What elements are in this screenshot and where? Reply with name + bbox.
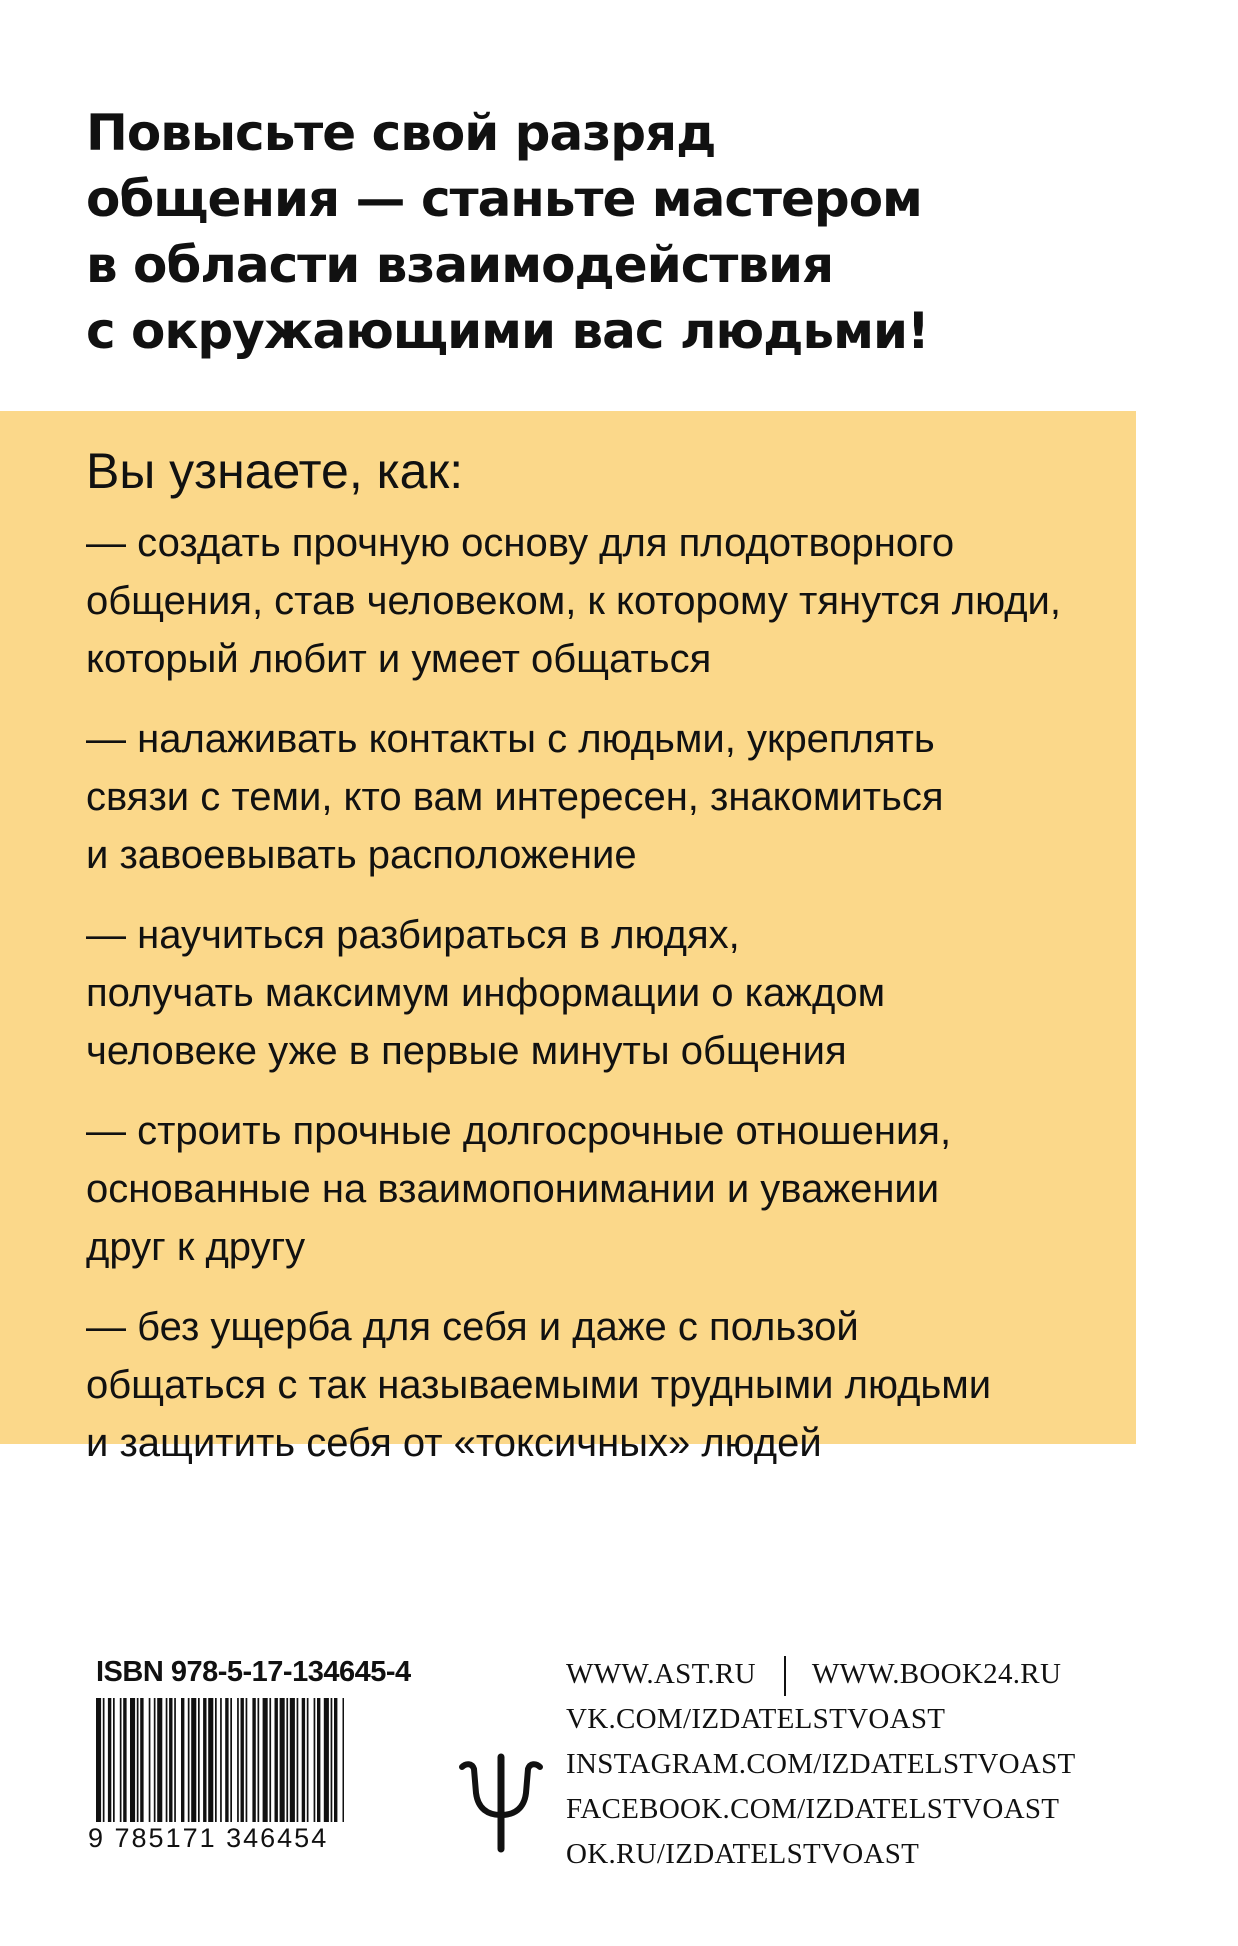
benefit-line: — научиться разбираться в людях, — [86, 913, 740, 957]
benefit-line: который любит и умеет общаться — [86, 637, 712, 681]
benefit-item — [86, 514, 1126, 688]
headline-line: с окружающими вас людьми! — [86, 302, 929, 360]
benefit-line: получать максимум информации о каждом — [86, 971, 886, 1015]
headline-line: общения — станьте мастером — [86, 170, 922, 228]
benefit-list — [86, 514, 1126, 1494]
benefit-item — [86, 1298, 1126, 1472]
benefit-line: основанные на взаимопонимании и уважении — [86, 1167, 940, 1211]
headline-line: в области взаимодействия — [86, 236, 834, 294]
benefit-line: человеке уже в первые минуты общения — [86, 1029, 847, 1073]
links-row-sites — [566, 1652, 1076, 1697]
benefit-line: и защитить себя от «токсичных» людей — [86, 1421, 822, 1465]
intro-text: Вы узнаете, как: — [86, 443, 464, 499]
link-separator — [784, 1656, 786, 1696]
benefit-item — [86, 1102, 1126, 1276]
benefit-line: и завоевывать расположение — [86, 833, 637, 877]
benefit-line: — налаживать контакты с людьми, укреплять — [86, 717, 935, 761]
barcode-icon — [96, 1698, 344, 1822]
headline-line: Повысьте свой разряд — [86, 104, 716, 162]
isbn-text: ISBN 978-5-17-134645-4 — [96, 1656, 411, 1688]
benefit-line: связи с теми, кто вам интересен, знакомиться — [86, 775, 944, 819]
link-book24[interactable]: WWW.BOOK24.RU — [811, 1658, 1062, 1690]
barcode-digits: 9 785171 346454 — [88, 1823, 329, 1853]
benefit-item — [86, 710, 1126, 884]
publisher-links — [566, 1652, 1076, 1877]
benefit-line: — строить прочные долгосрочные отношения, — [86, 1109, 952, 1153]
benefit-line: — без ущерба для себя и даже с пользой — [86, 1305, 859, 1349]
link-ast[interactable]: WWW.AST.RU — [566, 1658, 756, 1690]
link-ok[interactable]: OK.RU/IZDATELSTVOAST — [566, 1838, 920, 1870]
link-facebook[interactable]: FACEBOOK.COM/IZDATELSTVOAST — [566, 1793, 1060, 1825]
benefit-line: общаться с так называемыми трудными людьми — [86, 1363, 992, 1407]
psi-logo-icon — [458, 1753, 544, 1853]
headline — [86, 100, 1086, 364]
benefit-line: общения, став человеком, к которому тянутся люди, — [86, 579, 1061, 623]
link-instagram[interactable]: INSTAGRAM.COM/IZDATELSTVOAST — [566, 1748, 1076, 1780]
link-vk[interactable]: VK.COM/IZDATELSTVOAST — [566, 1703, 946, 1735]
benefit-item — [86, 906, 1126, 1080]
benefit-line: друг к другу — [86, 1225, 306, 1269]
benefit-line: — создать прочную основу для плодотворного — [86, 521, 955, 565]
